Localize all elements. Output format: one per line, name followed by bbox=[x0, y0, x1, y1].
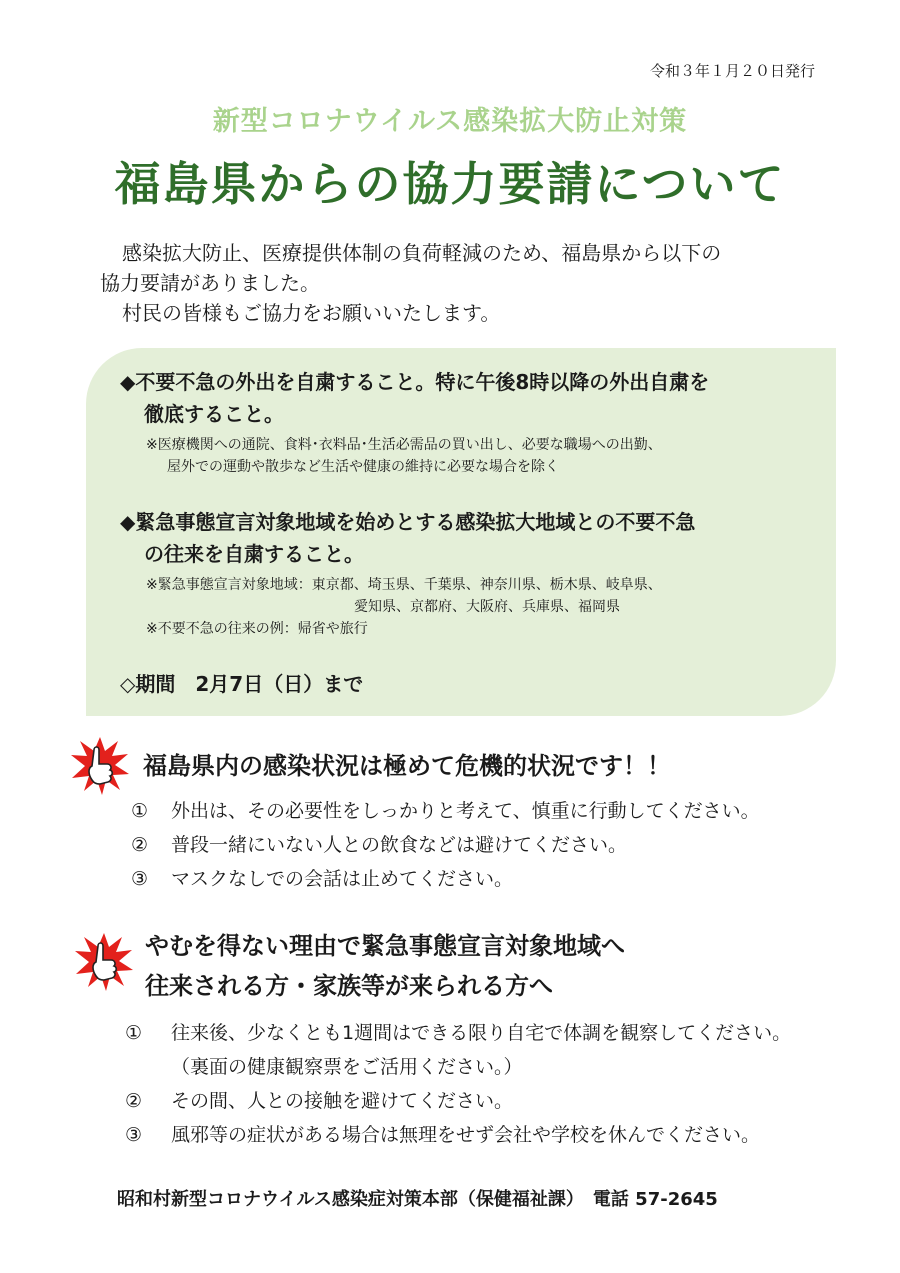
item-text: 外出は、その必要性をしっかりと考えて、慎重に行動してください。 bbox=[171, 800, 760, 822]
item-number: ③ bbox=[131, 868, 149, 890]
list-item bbox=[131, 862, 760, 896]
issue-date: 令和３年１月２０日発行 bbox=[649, 62, 815, 80]
item-number: ② bbox=[131, 834, 149, 856]
list-item bbox=[131, 794, 760, 828]
note-line: 愛知県、京都府、大阪府、兵庫県、福岡県 bbox=[354, 599, 620, 615]
item-text: 普段一緒にいない人との飲食などは避けてください。 bbox=[171, 834, 628, 856]
period-text: ◇期間 2月7日（日）まで bbox=[120, 672, 364, 696]
section-heading-line: 往来される方・家族等が来られる方へ bbox=[145, 972, 553, 1000]
list-item bbox=[131, 828, 760, 862]
request-main bbox=[120, 506, 820, 570]
item-text: 往来後、少なくとも1週間はできる限り自宅で体調を観察してください。 bbox=[171, 1022, 792, 1044]
section-heading-line: やむを得ない理由で緊急事態宣言対象地域へ bbox=[145, 932, 625, 960]
request-note bbox=[120, 574, 820, 640]
subtitle: 新型コロナウイルス感染拡大防止対策 bbox=[212, 106, 688, 137]
item-number: ② bbox=[125, 1090, 143, 1112]
list-item bbox=[125, 1016, 791, 1050]
section-heading: 福島県内の感染状況は極めて危機的状況です！！ bbox=[143, 752, 671, 780]
item-number: ③ bbox=[125, 1124, 143, 1146]
pointing-hand-burst-icon bbox=[74, 932, 134, 992]
advice-list bbox=[125, 1016, 791, 1152]
list-item bbox=[125, 1118, 791, 1152]
intro-line: 村民の皆様もご協力をお願いいたします。 bbox=[122, 301, 501, 325]
pointing-hand-burst-icon bbox=[70, 736, 130, 796]
request-main-line: の往来を自粛すること。 bbox=[144, 542, 364, 566]
list-item bbox=[125, 1084, 791, 1118]
intro-paragraph bbox=[100, 238, 820, 328]
page-title: 福島県からの協力要請について bbox=[114, 157, 786, 211]
note-line: ※緊急事態宣言対象地域：東京都、埼玉県、千葉県、神奈川県、栃木県、岐阜県、 bbox=[146, 577, 662, 593]
intro-line: 感染拡大防止、医療提供体制の負荷軽減のため、福島県から以下の bbox=[122, 241, 722, 265]
section-heading bbox=[145, 926, 625, 1006]
item-text: その間、人との接触を避けてください。 bbox=[171, 1090, 514, 1112]
request-main-line: 徹底すること。 bbox=[144, 402, 284, 426]
request-main-line: ◆緊急事態宣言対象地域を始めとする感染拡大地域との不要不急 bbox=[120, 510, 696, 534]
request-main bbox=[120, 366, 820, 430]
request-main-line: ◆不要不急の外出を自粛すること。特に午後8時以降の外出自粛を bbox=[120, 370, 710, 394]
note-line: ※医療機関への通院、食料･衣料品･生活必需品の買い出し、必要な職場への出勤、 bbox=[146, 437, 662, 453]
request-item bbox=[120, 366, 820, 478]
request-item bbox=[120, 506, 820, 640]
item-text: マスクなしでの会話は止めてください。 bbox=[171, 868, 514, 890]
advice-list bbox=[131, 794, 760, 896]
item-text: 風邪等の症状がある場合は無理をせず会社や学校を休んでください。 bbox=[171, 1124, 761, 1146]
list-item-subline: （裏面の健康観察票をご活用ください。） bbox=[171, 1056, 523, 1078]
footer-contact: 昭和村新型コロナウイルス感染症対策本部（保健福祉課） 電話 57-2645 bbox=[117, 1189, 718, 1210]
note-line: 屋外での運動や散歩など生活や健康の維持に必要な場合を除く bbox=[167, 459, 559, 475]
item-number: ① bbox=[125, 1022, 143, 1044]
item-number: ① bbox=[131, 800, 149, 822]
note-line: ※不要不急の往来の例：帰省や旅行 bbox=[146, 621, 368, 637]
intro-line: 協力要請がありました。 bbox=[100, 271, 320, 295]
request-note bbox=[120, 434, 820, 478]
